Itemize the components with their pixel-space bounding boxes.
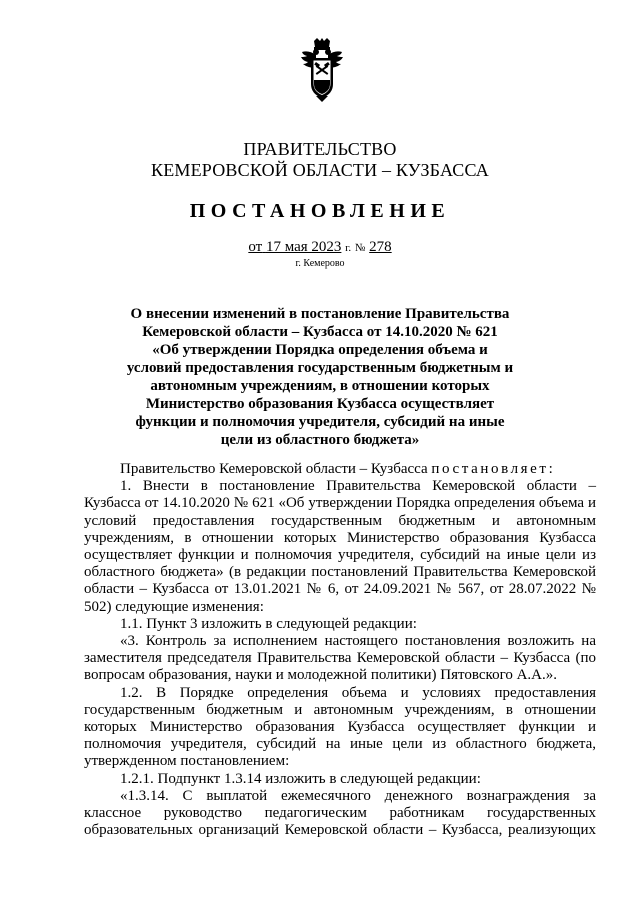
intro-text: Правительство Кемеровской области – Кузбасса <box>120 461 432 477</box>
document-date: 17 мая 2023 <box>265 239 342 255</box>
coat-of-arms-icon <box>299 38 345 102</box>
document-body <box>84 461 596 839</box>
date-prefix: от <box>248 239 263 255</box>
paragraph-1-2: 1.2. В Порядке определения объема и условиях предоставления государственным бюджетным и автономным учреждениям, в отношении которых Министерство образования Кузбасса осуществляет функции и полномочия учредителя, субсидий на иные цели из областного бюджета, утвержденном постановлением: <box>84 684 596 770</box>
paragraph-quote-3: «3. Контроль за исполнением настоящего постановления возложить на заместителя председателя Правительства Кемеровской области – Кузбасса (по вопросам образования, науки и молодежной политики) Пятовского А.А.». <box>84 633 596 684</box>
org-name-line-2: КЕМЕРОВСКОЙ ОБЛАСТИ – КУЗБАССА <box>151 160 489 180</box>
year-suffix: г. <box>345 242 352 254</box>
decree-word: постановляет: <box>431 461 556 477</box>
paragraph-1-1: 1.1. Пункт 3 изложить в следующей редакции: <box>120 615 417 632</box>
paragraph-1: 1. Внести в постановление Правительства Кемеровской области – Кузбасса от 14.10.2020 № 621 «Об утверждении Порядка определения объема и условий предоставления государственным бюджетным и автономным учреждениям, в отношении которых Министерство образования Кузбасса осуществляет функции и полномочия учредителя, субсидий на иные цели из областного бюджета» (в редакции постановлений Правительства Кемеровской области – Кузбасса от 13.01.2021 № 6, от 24.09.2021 № 567, от 28.07.2022 № 502) следующие изменения: <box>84 478 596 615</box>
document-city: г. Кемерово <box>295 258 345 269</box>
paragraph-1-2-1: 1.2.1. Подпункт 1.3.14 изложить в следующей редакции: <box>120 770 481 787</box>
document-number: 278 <box>369 239 392 255</box>
paragraph-quote-1-3-14: «1.3.14. С выплатой ежемесячного денежного вознаграждения за классное руководство педагогическим работникам государственных образовательных организаций Кемеровской области – Кузбасса, реализующих <box>84 787 596 839</box>
document-title: О внесении изменений в постановление Правительства Кемеровской области – Кузбасса от 14.10.2020 № 621 «Об утверждении Порядка определения объема и условий предоставления государственным бюджетным и автономным учреждениям, в отношении которых Министерство образования Кузбасса осуществляет функции и полномочия учредителя, субсидий на иные цели из областного бюджета» <box>126 306 514 448</box>
number-sign: № <box>354 242 366 254</box>
org-name-line-1: ПРАВИТЕЛЬСТВО <box>243 139 397 159</box>
document-type: ПОСТАНОВЛЕНИЕ <box>189 200 451 222</box>
paragraph-intro <box>84 461 596 478</box>
document-date-line <box>0 238 640 257</box>
